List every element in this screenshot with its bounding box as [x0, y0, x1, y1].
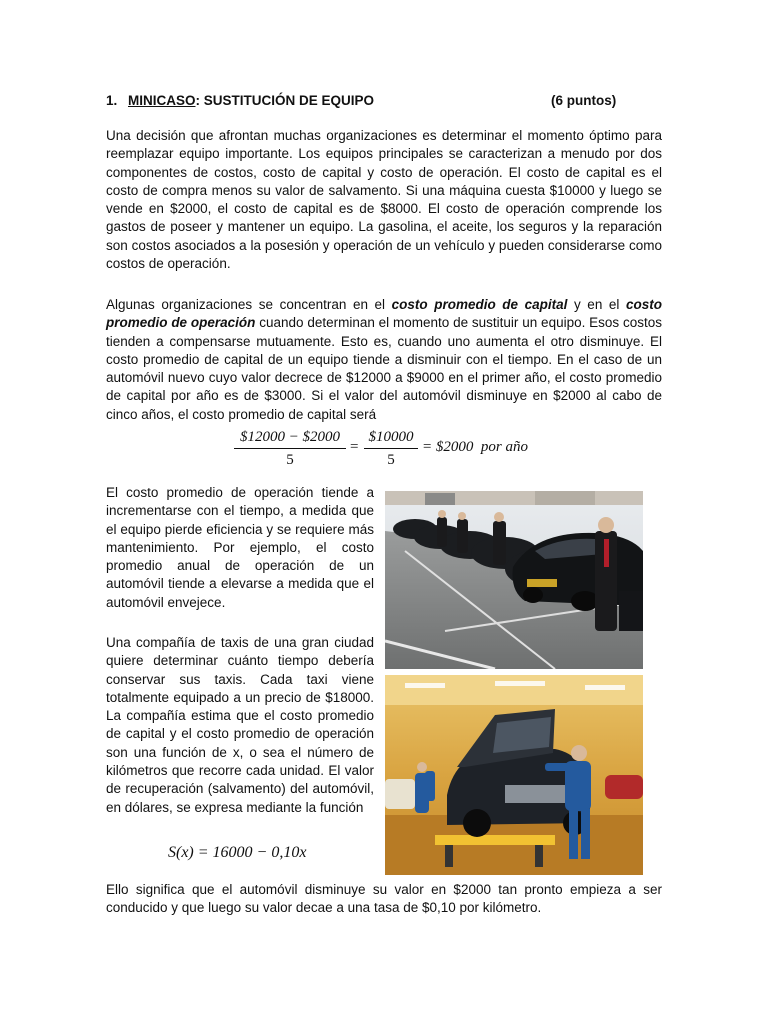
fraction-1 [234, 428, 346, 469]
paragraph-average-cost-part1: Algunas organizaciones se concentran en el [106, 297, 392, 312]
fraction-2-numerator: $10000 [368, 429, 414, 445]
fraction-2-denominator: 5 [387, 452, 395, 468]
section-title-underlined: MINICASO [128, 93, 196, 108]
section-heading [106, 92, 662, 110]
taxi-fleet-photo [385, 491, 643, 669]
average-capital-cost-formula [234, 428, 554, 472]
term-operating-cost: costo promedio de operación [106, 297, 663, 331]
fraction-1-denominator: 5 [286, 452, 294, 468]
fraction-2-bar [364, 448, 418, 449]
formula-result-value: = $2000 [422, 439, 474, 455]
fraction-1-numerator: $12000 − $2000 [239, 429, 341, 445]
paragraph-operating-cost: El costo promedio de operación tiende a incrementarse con el tiempo, a medida que el equipo pierde eficiencia y se requiere más mantenimiento. Por ejemplo, el costo promedio anual de operación de un automóvil tiende a elevarse a medida que el automóvil envejece. [106, 485, 374, 610]
fraction-2 [364, 428, 418, 469]
car-repair-workshop-photo [385, 675, 643, 875]
paragraph-average-cost-part3: cuando determinan el momento de sustituir un equipo. Esos costos tienden a compensarse mutuamente. Esto es, cuando uno aumenta el otro disminuye. El costo promedio de capital de un equipo tiende a disminuir con el tiempo. En el caso de un automóvil nuevo cuyo valor decrece de $12000 a $9000 en el primer año, el costo promedio de capital por año es de $3000. Si el valor del automóvil disminuye en $2000 al cabo de cinco años, el costo promedio de capital será [106, 315, 663, 422]
formula-result-unit: por año [480, 439, 528, 455]
document-page [106, 0, 662, 1024]
fraction-1-bar [234, 448, 346, 449]
paragraph-conclusion: Ello significa que el automóvil disminuye su valor en $2000 tan pronto empieza a ser conducido y que luego su valor decae a una tasa de $0,10 por kilómetro. [106, 882, 662, 916]
salvage-value-formula: S(x) = 16000 − 0,10x [168, 844, 307, 861]
paragraph-intro: Una decisión que afrontan muchas organizaciones es determinar el momento óptimo para reemplazar equipo importante. Los equipos principales se caracterizan a menudo por dos componentes de costos, costo de capital y costo de operación. El costo de capital es el costo de compra menos su valor de salvamento. Si una máquina cuesta $10000 y luego se vende en $2000, el costo de capital es de $8000. El costo de operación comprende los gastos de poseer y mantener un equipo. La gasolina, el aceite, los seguros y la reparación son costos asociados a la posesión y operación de un vehículo y pueden considerarse como costos de operación. [106, 128, 662, 272]
section-number: 1. [106, 93, 118, 108]
section-title-rest: : SUSTITUCIÓN DE EQUIPO [195, 93, 375, 108]
section-points: (6 puntos) [551, 93, 617, 108]
term-capital-cost: costo promedio de capital [391, 297, 568, 312]
paragraph-taxi-company: Una compañía de taxis de una gran ciudad quiere determinar cuánto tiempo debería conservar sus taxis. Cada taxi viene totalmente equipado a un precio de $18000. La compañía estima que el costo promedio de capital y el costo promedio de operación son una función de x, o sea el número de kilómetros que recorre cada unidad. El valor de recuperación (salvamento) del automóvil, en dólares, se expresa mediante la función [106, 635, 374, 815]
paragraph-average-cost [106, 296, 662, 424]
formula-result [422, 439, 528, 456]
paragraph-average-cost-part2: y en el [567, 297, 626, 312]
section-title [128, 92, 374, 110]
equals-sign: = [350, 439, 359, 455]
